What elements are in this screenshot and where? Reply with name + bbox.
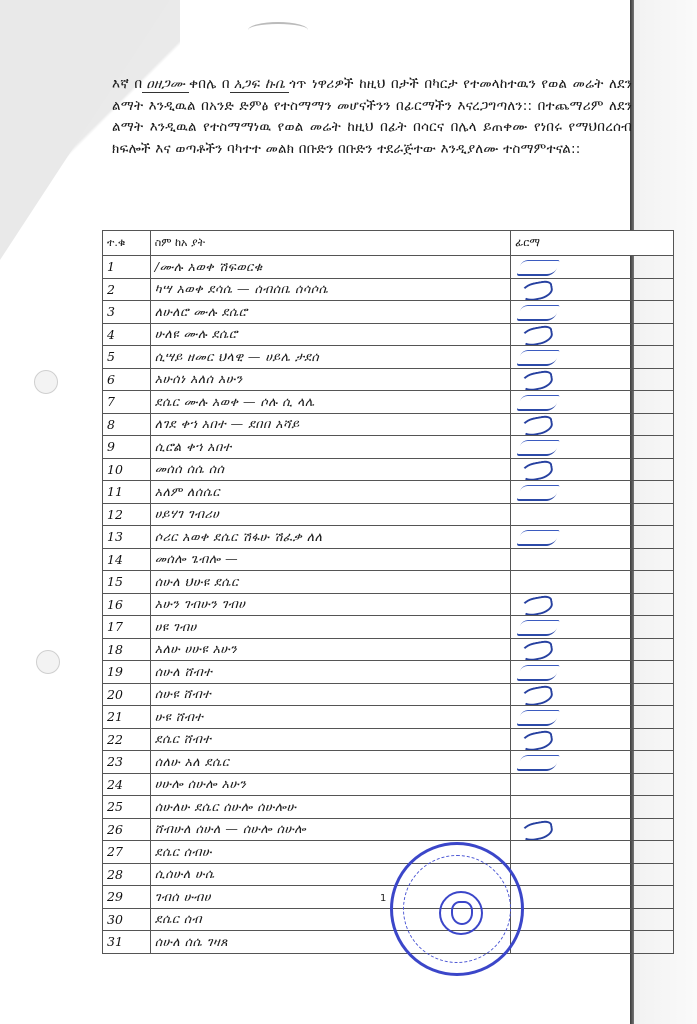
row-signature-cell — [511, 728, 674, 751]
table-row — [103, 458, 674, 481]
punch-hole — [36, 650, 60, 674]
row-name: ሲሣይ ዘመር ህላዊ — ሀይሌ ታደሰ — [150, 346, 510, 369]
row-number: 30 — [103, 908, 151, 931]
handwritten-signature — [520, 459, 555, 481]
signature-table — [102, 230, 674, 954]
handwritten-signature — [520, 324, 555, 346]
row-name: ለገደ ቀኀ አበተ — ደበበ አሻይ — [150, 413, 510, 436]
row-name: አሁን ገብሁን ገብሀ — [150, 593, 510, 616]
top-staple-marks — [248, 22, 308, 38]
row-signature-cell — [511, 796, 674, 819]
row-number: 14 — [103, 548, 151, 571]
row-name: ሶሪር አወቀ ደሴር ሽፋሁ ሽፈቃ ለለ — [150, 526, 510, 549]
row-signature-cell — [511, 481, 674, 504]
row-name: ሲሮል ቀኀ አበተ — [150, 436, 510, 459]
row-number: 8 — [103, 413, 151, 436]
row-number: 17 — [103, 616, 151, 639]
table-row — [103, 391, 674, 414]
row-signature-cell — [511, 683, 674, 706]
row-number: 24 — [103, 773, 151, 796]
paragraph-body: ጎጥ ነዋሪዎች ከዚህ በታች በካርታ የተመላከተዉን የወል መሬት ለደን ልማት እንዲዉል በአንድ ድምፅ የተስማማን መሆናችንን በፊርማችን እናረጋግጣለን:: በተጨማሪም ለደን ልማት እንዲዉል የተስማማነዉ የወል መሬት ከዚህ በፊት በሳርና በሌላ ይጠቀሙ የነበሩ የማህበረሰብ ክፍሎች እና ወጣቶችን ባካተተ መልክ በቡድን በቡድን ተደራጅተው እንዲያለሙ ተስማምተናል:: — [112, 76, 632, 157]
row-number: 26 — [103, 818, 151, 841]
table-row — [103, 638, 674, 661]
row-number: 12 — [103, 503, 151, 526]
row-signature-cell — [511, 346, 674, 369]
row-number: 13 — [103, 526, 151, 549]
row-name: ሰለሁ አለ ደሴር — [150, 751, 510, 774]
punch-hole — [34, 370, 58, 394]
table-row — [103, 931, 674, 954]
handwritten-signature — [516, 530, 560, 546]
row-signature-cell — [511, 863, 674, 886]
row-signature-cell — [511, 571, 674, 594]
handwritten-signature — [520, 729, 555, 751]
row-number: 11 — [103, 481, 151, 504]
table-row — [103, 863, 674, 886]
row-number: 2 — [103, 278, 151, 301]
row-signature-cell — [511, 256, 674, 279]
row-name: መሰሎ ጌብሎ — — [150, 548, 510, 571]
row-signature-cell — [511, 436, 674, 459]
row-signature-cell — [511, 413, 674, 436]
header-name: ስም ከአ ያት — [150, 231, 510, 256]
table-row — [103, 706, 674, 729]
row-name: መሰሰ ሰሴ ሰሰ — [150, 458, 510, 481]
table-row — [103, 683, 674, 706]
row-signature-cell — [511, 706, 674, 729]
table-row — [103, 481, 674, 504]
row-name: ሀሁሎ ሰሁሎ አሁን — [150, 773, 510, 796]
row-name: አለም ለሰሴር — [150, 481, 510, 504]
row-name: ሀዩ ገብሀ — [150, 616, 510, 639]
row-name: ሲሰሁለ ሁሴ — [150, 863, 510, 886]
row-number: 4 — [103, 323, 151, 346]
handwritten-signature — [516, 350, 560, 366]
row-signature-cell — [511, 751, 674, 774]
row-signature-cell — [511, 526, 674, 549]
table-row — [103, 436, 674, 459]
row-number: 15 — [103, 571, 151, 594]
handwritten-signature — [516, 440, 560, 456]
row-name: ሀይሃገ ገብሪሀ — [150, 503, 510, 526]
paragraph-intro: እኛ በ — [112, 76, 143, 92]
handwritten-signature — [520, 819, 555, 841]
row-number: 31 — [103, 931, 151, 954]
row-name: አሁሰነ አለሰ አሁን — [150, 368, 510, 391]
handwritten-signature — [516, 620, 560, 636]
handwritten-signature — [516, 260, 560, 276]
row-signature-cell — [511, 503, 674, 526]
handwritten-signature — [516, 485, 560, 501]
row-name: /ሙሉ አወቀ ሽፍወርቁ — [150, 256, 510, 279]
row-name: ለሁለሮ ሙሉ ደሴሮ — [150, 301, 510, 324]
handwritten-signature — [516, 305, 560, 321]
table-row — [103, 908, 674, 931]
row-name: አለሁ ሀሁዩ አሁን — [150, 638, 510, 661]
row-number: 25 — [103, 796, 151, 819]
row-signature-cell — [511, 278, 674, 301]
header-signature: ፊርማ — [511, 231, 674, 256]
paragraph-kebele: ቀበሌ በ — [189, 76, 230, 92]
row-signature-cell — [511, 661, 674, 684]
row-signature-cell — [511, 638, 674, 661]
row-number: 6 — [103, 368, 151, 391]
table-row — [103, 593, 674, 616]
row-signature-cell — [511, 931, 674, 954]
row-name: ደሴር ሰብ — [150, 908, 510, 931]
row-name: ደሴር ሰብሁ — [150, 841, 510, 864]
table-row — [103, 346, 674, 369]
table-row — [103, 368, 674, 391]
row-signature-cell — [511, 818, 674, 841]
table-row — [103, 413, 674, 436]
row-number: 27 — [103, 841, 151, 864]
row-name: ደሴር ሸብተ — [150, 728, 510, 751]
row-number: 21 — [103, 706, 151, 729]
header-number: ተ.ቁ — [103, 231, 151, 256]
seal-emblem — [439, 891, 483, 935]
row-signature-cell — [511, 841, 674, 864]
row-signature-cell — [511, 908, 674, 931]
handwritten-signature — [520, 414, 555, 436]
row-number: 16 — [103, 593, 151, 616]
row-name: ካሣ አወቀ ደሳሴ — ሰብሰቤ ሰሳሶሴ — [150, 278, 510, 301]
row-number: 28 — [103, 863, 151, 886]
row-number: 18 — [103, 638, 151, 661]
page-number: 1 — [380, 893, 387, 904]
table-row — [103, 548, 674, 571]
row-number: 7 — [103, 391, 151, 414]
row-number: 19 — [103, 661, 151, 684]
row-name: ሰሁለ ህሁዩ ደሴር — [150, 571, 510, 594]
row-name: ገብሰ ሁብሀ — [150, 886, 510, 909]
row-number: 29 — [103, 886, 151, 909]
row-name: ደሴር ሙሉ አወቀ — ሶሉ ሲ ላሌ — [150, 391, 510, 414]
row-signature-cell — [511, 773, 674, 796]
row-name: ሰሁዩ ሸብተ — [150, 683, 510, 706]
row-number: 5 — [103, 346, 151, 369]
row-number: 1 — [103, 256, 151, 279]
handwritten-signature — [516, 395, 560, 411]
table-row — [103, 841, 674, 864]
table-row — [103, 526, 674, 549]
handwritten-signature — [516, 665, 560, 681]
table-row — [103, 773, 674, 796]
official-seal-stamp — [390, 842, 524, 976]
row-signature-cell — [511, 368, 674, 391]
row-name: ሸብሁለ ሰሁለ — ሰሁሎ ሰሁሎ — [150, 818, 510, 841]
table-row — [103, 301, 674, 324]
table-row — [103, 256, 674, 279]
row-signature-cell — [511, 323, 674, 346]
table-row — [103, 503, 674, 526]
row-name: ሁዩ ሸብተ — [150, 706, 510, 729]
row-number: 22 — [103, 728, 151, 751]
handwritten-signature — [516, 710, 560, 726]
handwritten-signature — [520, 369, 555, 391]
handwritten-signature — [520, 684, 555, 706]
table-row — [103, 661, 674, 684]
row-number: 23 — [103, 751, 151, 774]
row-signature-cell — [511, 593, 674, 616]
table-row — [103, 818, 674, 841]
row-number: 3 — [103, 301, 151, 324]
table-row — [103, 796, 674, 819]
handwritten-signature — [520, 594, 555, 616]
table-row — [103, 616, 674, 639]
row-name: ሰሁለ ሸብተ — [150, 661, 510, 684]
gott-fill: አጋፍ ኩቤ — [230, 76, 289, 93]
row-signature-cell — [511, 886, 674, 909]
kebele-fill: ዐዘጋሙ — [142, 76, 189, 93]
handwritten-signature — [520, 279, 555, 301]
table-header-row — [103, 231, 674, 256]
row-signature-cell — [511, 301, 674, 324]
table-row — [103, 323, 674, 346]
row-signature-cell — [511, 548, 674, 571]
table-row — [103, 751, 674, 774]
row-name: ሰሁለ ሰሴ ገዛጸ — [150, 931, 510, 954]
table-row — [103, 886, 674, 909]
table-row — [103, 571, 674, 594]
table-row — [103, 728, 674, 751]
row-number: 20 — [103, 683, 151, 706]
consent-paragraph — [112, 74, 632, 160]
table-row — [103, 278, 674, 301]
row-signature-cell — [511, 391, 674, 414]
row-signature-cell — [511, 458, 674, 481]
handwritten-signature — [520, 639, 555, 661]
handwritten-signature — [516, 755, 560, 771]
row-signature-cell — [511, 616, 674, 639]
row-name: ሁለዩ ሙሉ ደሴሮ — [150, 323, 510, 346]
row-name: ሰሁለሁ ደሴር ሰሁሎ ሰሁሎሁ — [150, 796, 510, 819]
row-number: 9 — [103, 436, 151, 459]
row-number: 10 — [103, 458, 151, 481]
